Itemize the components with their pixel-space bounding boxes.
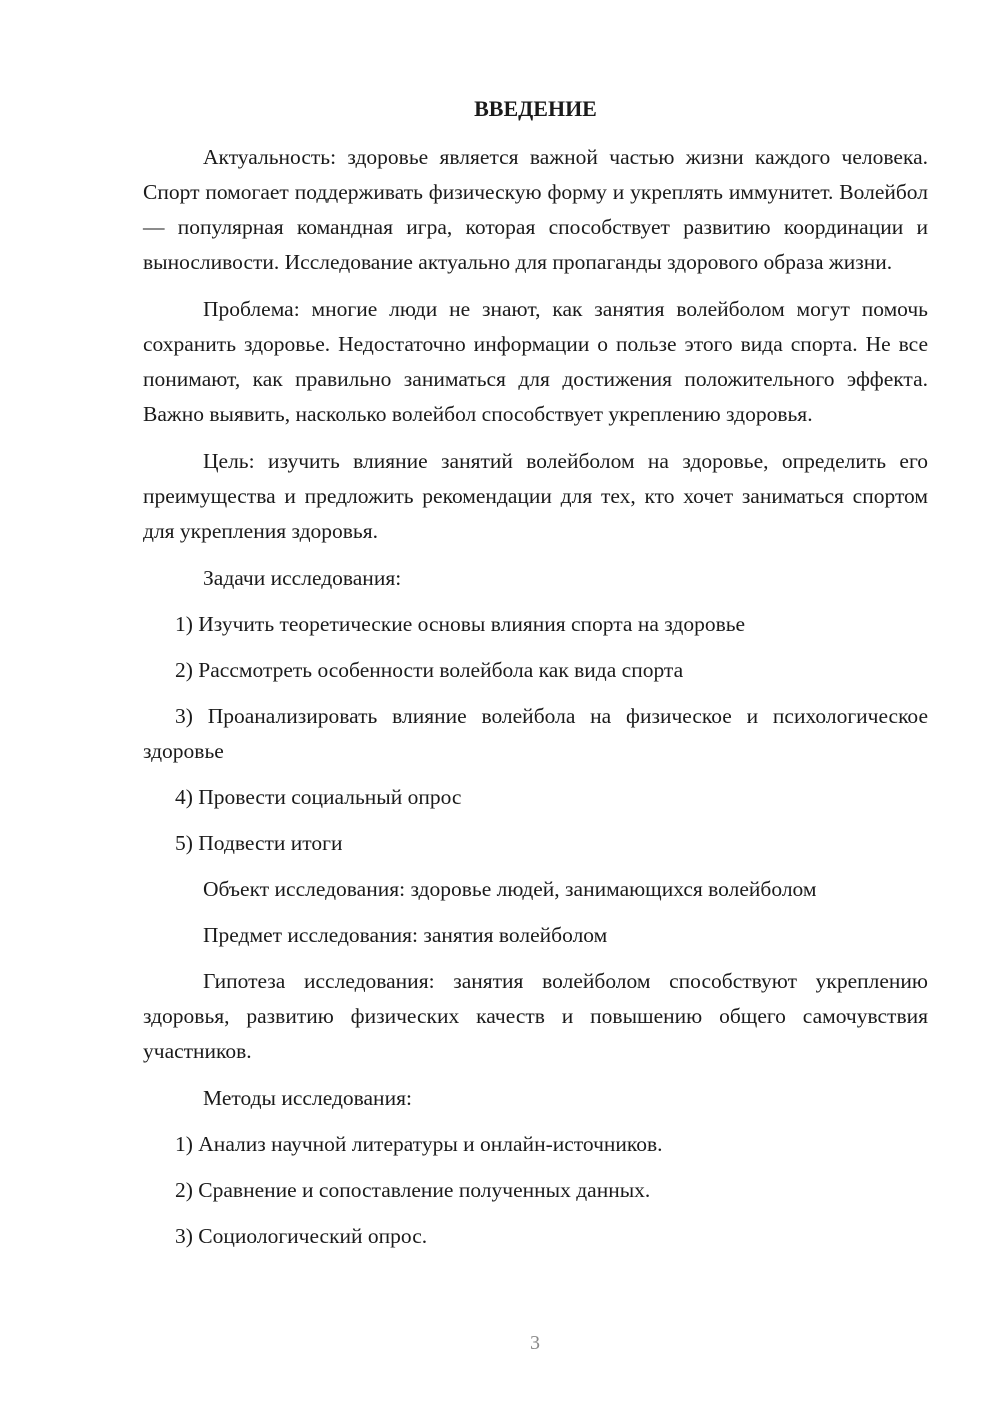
problem-paragraph: Проблема: многие люди не знают, как занятия волейболом могут помочь сохранить здоровье. Недостаточно информации о пользе этого вида спорта. Не все понимают, как правильно заниматься для достижения положительного эффекта. Важно выявить, насколько волейбол способствует укреплению здоровья.	[143, 297, 928, 426]
tasks-heading: Задачи исследования:	[203, 566, 402, 590]
page-content	[143, 94, 928, 1265]
page-number: 3	[530, 1332, 540, 1354]
method-item-3: 3) Социологический опрос.	[175, 1224, 428, 1248]
research-subject: Предмет исследования: занятия волейболом	[203, 923, 608, 947]
method-item-1: 1) Анализ научной литературы и онлайн-источников.	[175, 1132, 663, 1156]
task-item-1: 1) Изучить теоретические основы влияния спорта на здоровье	[175, 612, 746, 636]
goal-paragraph: Цель: изучить влияние занятий волейболом на здоровье, определить его преимущества и предложить рекомендации для тех, кто хочет заниматься спортом для укрепления здоровья.	[143, 449, 928, 543]
relevance-paragraph: Актуальность: здоровье является важной частью жизни каждого человека. Спорт помогает поддерживать физическую форму и укреплять иммунитет. Волейбол — популярная командная игра, которая способствует развитию координации и выносливости. Исследование актуально для пропаганды здорового образа жизни.	[143, 145, 928, 274]
task-item-4: 4) Провести социальный опрос	[175, 785, 462, 809]
task-item-3: 3) Проанализировать влияние волейбола на физическое и психологическое здоровье	[143, 704, 928, 763]
methods-heading: Методы исследования:	[203, 1086, 412, 1110]
method-item-2: 2) Сравнение и сопоставление полученных данных.	[175, 1178, 651, 1202]
task-item-5: 5) Подвести итоги	[175, 831, 343, 855]
research-object: Объект исследования: здоровье людей, занимающихся волейболом	[203, 877, 817, 901]
task-item-2: 2) Рассмотреть особенности волейбола как вида спорта	[175, 658, 684, 682]
section-title: ВВЕДЕНИЕ	[474, 96, 597, 121]
hypothesis-paragraph: Гипотеза исследования: занятия волейболом способствуют укреплению здоровья, развитию физических качеств и повышению общего самочувствия участников.	[143, 969, 928, 1063]
